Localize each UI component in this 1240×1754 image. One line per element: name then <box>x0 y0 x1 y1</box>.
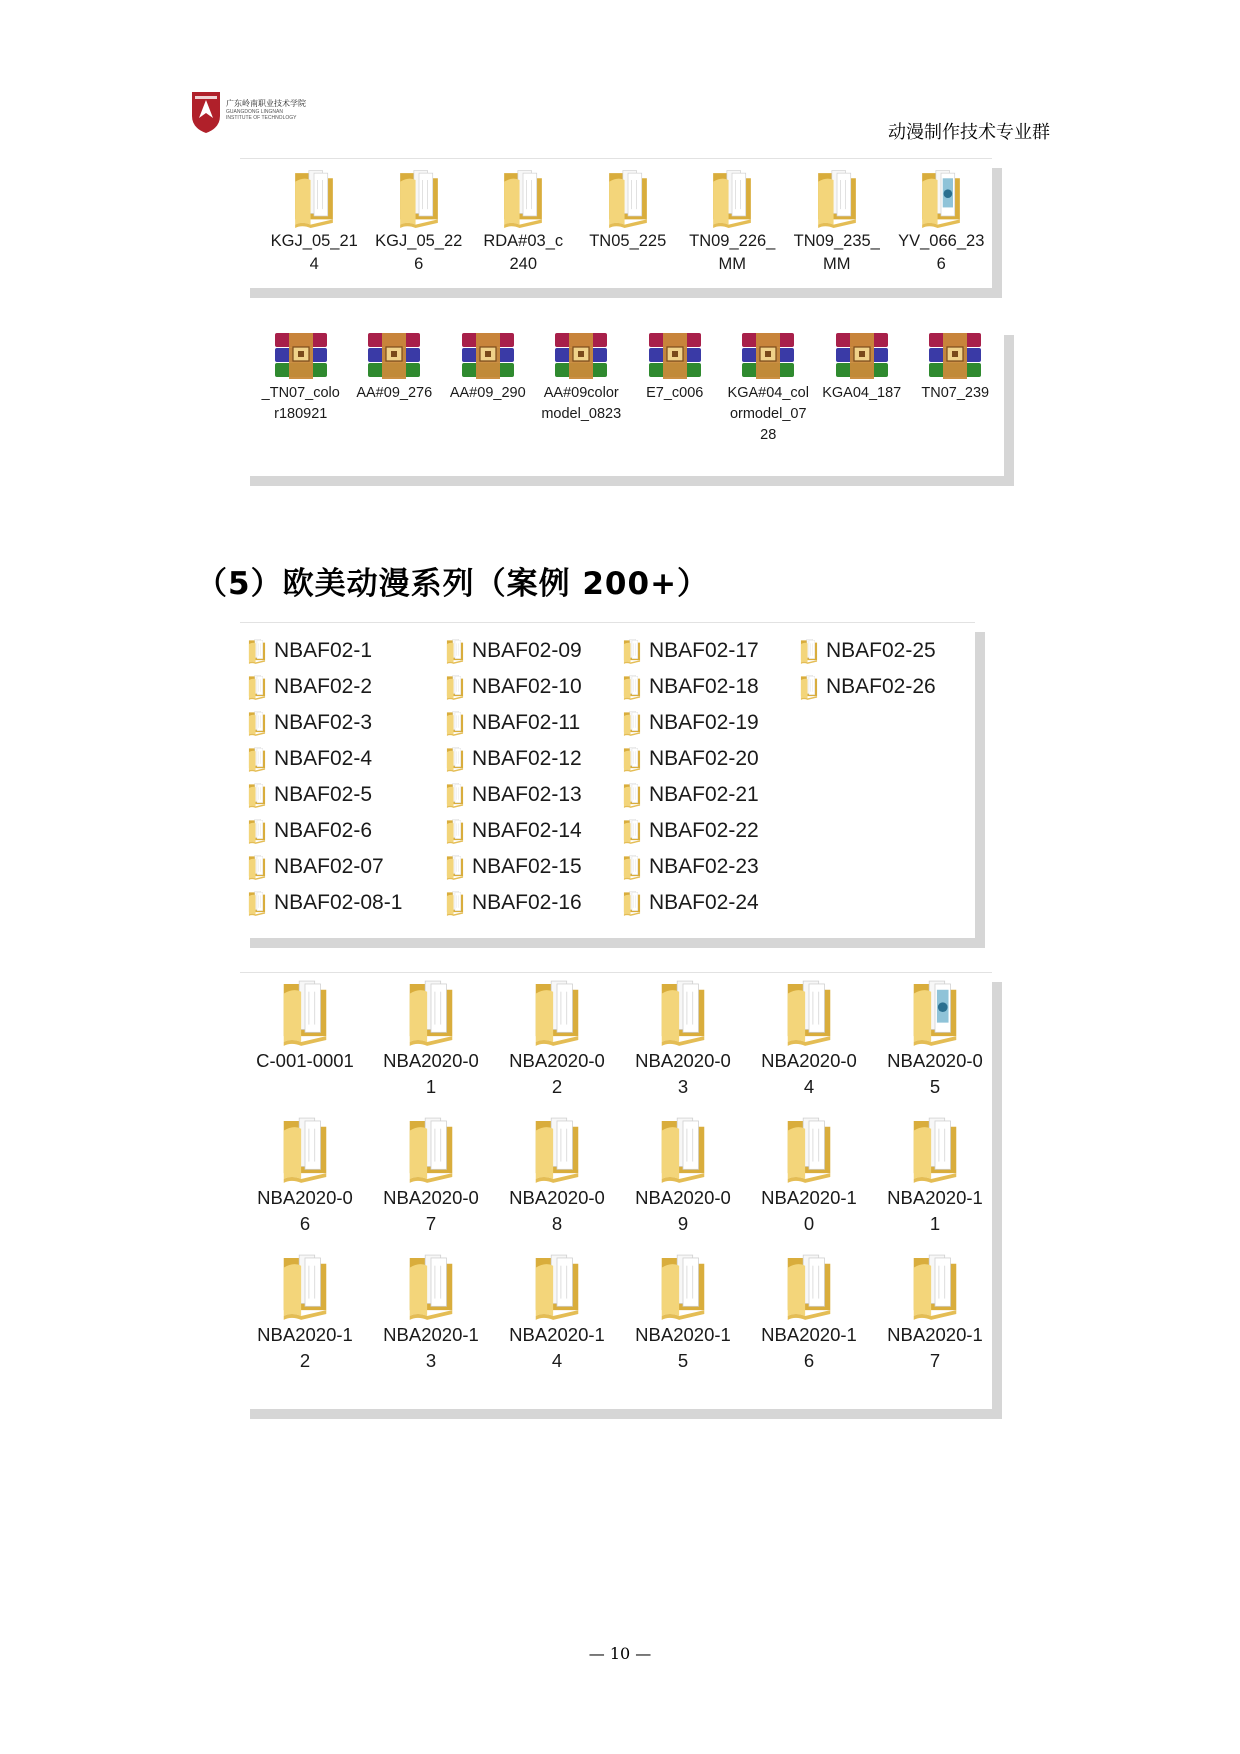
file-item[interactable] <box>242 978 368 1115</box>
archive-screenshot <box>240 325 1004 476</box>
folder-label: NBAF02-17 <box>649 639 759 662</box>
file-label: KGJ_05_226 <box>375 232 463 273</box>
file-item[interactable] <box>785 168 890 276</box>
file-item[interactable] <box>368 1115 494 1252</box>
rar-archive-icon <box>925 331 985 381</box>
folder-icon <box>246 674 268 700</box>
list-item[interactable] <box>444 813 621 849</box>
file-item[interactable] <box>872 1252 998 1389</box>
file-item[interactable] <box>494 978 620 1115</box>
folder-icon <box>621 638 643 664</box>
file-item[interactable] <box>746 1115 872 1252</box>
folder-icon <box>654 978 712 1046</box>
logo-text-cn: 广东岭南职业技术学院 <box>226 99 306 108</box>
file-label: AA#09_290 <box>449 385 526 401</box>
folder-screenshot-2 <box>240 972 992 1409</box>
list-item[interactable] <box>246 813 444 849</box>
file-label: AA#09_276 <box>356 385 433 401</box>
file-item[interactable] <box>620 1252 746 1389</box>
section-heading: （5）欧美动漫系列（案例 200+） <box>196 566 710 602</box>
header-title: 动漫制作技术专业群 <box>888 122 1050 143</box>
folder-label: NBAF02-14 <box>472 819 582 842</box>
folder-label: NBAF02-21 <box>649 783 759 806</box>
folder-icon <box>402 978 460 1046</box>
folder-icon <box>621 746 643 772</box>
folder-icon <box>246 638 268 664</box>
folder-label: NBAF02-4 <box>274 747 373 770</box>
folder-icon <box>528 978 586 1046</box>
list-item[interactable] <box>621 705 798 741</box>
folder-icon <box>444 818 466 844</box>
school-seal-icon <box>190 90 222 134</box>
folder-label: NBAF02-25 <box>826 639 936 662</box>
file-item[interactable] <box>872 1115 998 1252</box>
folder-icon <box>444 638 466 664</box>
file-item[interactable] <box>471 168 576 276</box>
divider <box>240 622 975 623</box>
folder-icon <box>621 890 643 916</box>
folder-label: NBAF02-20 <box>649 747 759 770</box>
folder-label: NBAF02-2 <box>274 675 373 698</box>
file-item[interactable] <box>680 168 785 276</box>
folder-icon <box>780 1252 838 1320</box>
list-item[interactable] <box>246 633 444 669</box>
folder-list <box>246 633 975 921</box>
folder-label: NBAF02-24 <box>649 891 759 914</box>
file-item[interactable] <box>815 331 909 446</box>
folder-icon <box>654 1252 712 1320</box>
logo-text-en-1: GUANGDONG LINGNAN <box>226 109 283 115</box>
folder-icon <box>444 782 466 808</box>
folder-label: NBAF02-1 <box>274 639 373 662</box>
folder-screenshot-1 <box>240 158 992 288</box>
file-label: NBA2020-06 <box>257 1187 353 1234</box>
file-label: NBA2020-03 <box>635 1050 731 1097</box>
icon-grid <box>262 168 994 276</box>
file-item[interactable] <box>909 331 1003 446</box>
folder-label: NBAF02-22 <box>649 819 759 842</box>
file-item[interactable] <box>620 978 746 1115</box>
folder-icon <box>444 746 466 772</box>
list-item[interactable] <box>246 669 444 705</box>
page-number: — 10 — <box>588 1644 652 1663</box>
file-label: NBA2020-16 <box>761 1324 857 1371</box>
folder-icon <box>276 1252 334 1320</box>
rar-archive-icon <box>738 331 798 381</box>
list-item[interactable] <box>798 669 975 705</box>
folder-label: NBAF02-6 <box>274 819 373 842</box>
file-item[interactable] <box>348 331 442 446</box>
file-label: NBA2020-14 <box>509 1324 605 1371</box>
file-label: NBA2020-10 <box>761 1187 857 1234</box>
folder-label: NBAF02-12 <box>472 747 582 770</box>
file-label: NBA2020-15 <box>635 1324 731 1371</box>
folder-label: NBAF02-08-1 <box>274 891 403 914</box>
rar-archive-icon <box>271 331 331 381</box>
divider <box>240 972 992 973</box>
file-label: TN09_235_MM <box>793 232 880 273</box>
icon-grid <box>242 978 998 1389</box>
folder-icon <box>276 1115 334 1183</box>
rar-archive-icon <box>364 331 424 381</box>
file-item[interactable] <box>262 168 367 276</box>
list-item[interactable] <box>444 633 621 669</box>
folder-label: NBAF02-26 <box>826 675 936 698</box>
file-label: NBA2020-07 <box>383 1187 479 1234</box>
folder-image-icon <box>915 168 967 228</box>
folder-icon <box>798 638 820 664</box>
file-item[interactable] <box>367 168 472 276</box>
divider <box>240 158 992 159</box>
file-label: NBA2020-02 <box>509 1050 605 1097</box>
folder-icon <box>444 674 466 700</box>
rar-archive-icon <box>551 331 611 381</box>
file-label: NBA2020-01 <box>383 1050 479 1097</box>
list-item[interactable] <box>444 777 621 813</box>
rar-archive-icon <box>832 331 892 381</box>
list-item[interactable] <box>621 633 798 669</box>
file-label: KGJ_05_214 <box>270 232 358 273</box>
file-label: C-001-0001 <box>256 1050 354 1071</box>
list-item[interactable] <box>246 741 444 777</box>
file-item[interactable] <box>620 1115 746 1252</box>
folder-icon <box>621 674 643 700</box>
list-item[interactable] <box>621 813 798 849</box>
rar-archive-icon <box>645 331 705 381</box>
list-item[interactable] <box>621 777 798 813</box>
folder-label: NBAF02-13 <box>472 783 582 806</box>
folder-label: NBAF02-18 <box>649 675 759 698</box>
folder-icon <box>621 854 643 880</box>
file-label: TN07_239 <box>921 385 990 401</box>
file-label: NBA2020-08 <box>509 1187 605 1234</box>
file-item[interactable] <box>494 1115 620 1252</box>
file-item[interactable] <box>872 978 998 1115</box>
folder-label: NBAF02-16 <box>472 891 582 914</box>
file-label: NBA2020-11 <box>887 1187 983 1234</box>
folder-icon <box>528 1252 586 1320</box>
folder-label: NBAF02-10 <box>472 675 582 698</box>
folder-icon <box>906 1252 964 1320</box>
folder-icon <box>621 818 643 844</box>
folder-image-icon <box>906 978 964 1046</box>
file-item[interactable] <box>889 168 994 276</box>
file-label: TN05_225 <box>589 232 667 250</box>
file-label: NBA2020-13 <box>383 1324 479 1371</box>
folder-label: NBAF02-15 <box>472 855 582 878</box>
folder-label: NBAF02-19 <box>649 711 759 734</box>
file-item[interactable] <box>441 331 535 446</box>
list-item[interactable] <box>444 741 621 777</box>
list-item[interactable] <box>246 849 444 885</box>
file-label: NBA2020-09 <box>635 1187 731 1234</box>
file-item[interactable] <box>576 168 681 276</box>
file-item[interactable] <box>628 331 722 446</box>
list-item[interactable] <box>444 885 621 921</box>
file-label: RDA#03_c240 <box>483 232 564 273</box>
folder-icon <box>246 890 268 916</box>
folder-icon <box>246 782 268 808</box>
list-item[interactable] <box>444 849 621 885</box>
folder-icon <box>621 710 643 736</box>
folder-icon <box>780 1115 838 1183</box>
folder-icon <box>246 818 268 844</box>
file-label: AA#09colormodel_0823 <box>541 385 622 422</box>
folder-label: NBAF02-3 <box>274 711 373 734</box>
list-item[interactable] <box>246 885 444 921</box>
folder-list-screenshot <box>240 622 975 938</box>
file-item[interactable] <box>254 331 348 446</box>
folder-icon <box>444 890 466 916</box>
file-item[interactable] <box>722 331 816 446</box>
file-item[interactable] <box>368 978 494 1115</box>
logo-text-en-2: INSTITUTE OF TECHNOLOGY <box>226 115 297 121</box>
file-item[interactable] <box>746 978 872 1115</box>
icon-grid <box>254 331 1002 446</box>
file-item[interactable] <box>242 1115 368 1252</box>
folder-icon <box>444 854 466 880</box>
folder-icon <box>288 168 340 228</box>
file-label: KGA04_187 <box>822 385 902 401</box>
folder-icon <box>393 168 445 228</box>
rar-archive-icon <box>458 331 518 381</box>
folder-icon <box>780 978 838 1046</box>
folder-icon <box>906 1115 964 1183</box>
folder-icon <box>497 168 549 228</box>
folder-icon <box>798 674 820 700</box>
school-logo <box>190 90 325 136</box>
list-item[interactable] <box>444 705 621 741</box>
file-label: NBA2020-05 <box>887 1050 983 1097</box>
list-item[interactable] <box>621 849 798 885</box>
file-label: TN09_226_MM <box>689 232 776 273</box>
folder-icon <box>402 1252 460 1320</box>
file-label: YV_066_236 <box>898 232 985 273</box>
file-item[interactable] <box>242 1252 368 1389</box>
folder-icon <box>444 710 466 736</box>
folder-icon <box>528 1115 586 1183</box>
file-label: _TN07_color180921 <box>261 385 340 422</box>
folder-icon <box>811 168 863 228</box>
folder-icon <box>276 978 334 1046</box>
list-item[interactable] <box>621 669 798 705</box>
list-item[interactable] <box>798 633 975 669</box>
file-label: KGA#04_colormodel_0728 <box>727 385 809 443</box>
folder-label: NBAF02-23 <box>649 855 759 878</box>
file-item[interactable] <box>368 1252 494 1389</box>
file-label: NBA2020-17 <box>887 1324 983 1371</box>
file-label: NBA2020-12 <box>257 1324 353 1371</box>
list-item[interactable] <box>246 777 444 813</box>
folder-label: NBAF02-5 <box>274 783 373 806</box>
folder-icon <box>402 1115 460 1183</box>
list-item[interactable] <box>246 705 444 741</box>
file-item[interactable] <box>494 1252 620 1389</box>
folder-icon <box>706 168 758 228</box>
list-item[interactable] <box>621 885 798 921</box>
folder-icon <box>654 1115 712 1183</box>
folder-label: NBAF02-11 <box>472 711 581 734</box>
list-item[interactable] <box>444 669 621 705</box>
file-label: NBA2020-04 <box>761 1050 857 1097</box>
folder-icon <box>246 746 268 772</box>
folder-icon <box>621 782 643 808</box>
list-item[interactable] <box>621 741 798 777</box>
folder-icon <box>602 168 654 228</box>
folder-icon <box>246 710 268 736</box>
file-item[interactable] <box>535 331 629 446</box>
file-item[interactable] <box>746 1252 872 1389</box>
folder-label: NBAF02-07 <box>274 855 384 878</box>
folder-label: NBAF02-09 <box>472 639 582 662</box>
file-label: E7_c006 <box>646 385 704 401</box>
folder-icon <box>246 854 268 880</box>
